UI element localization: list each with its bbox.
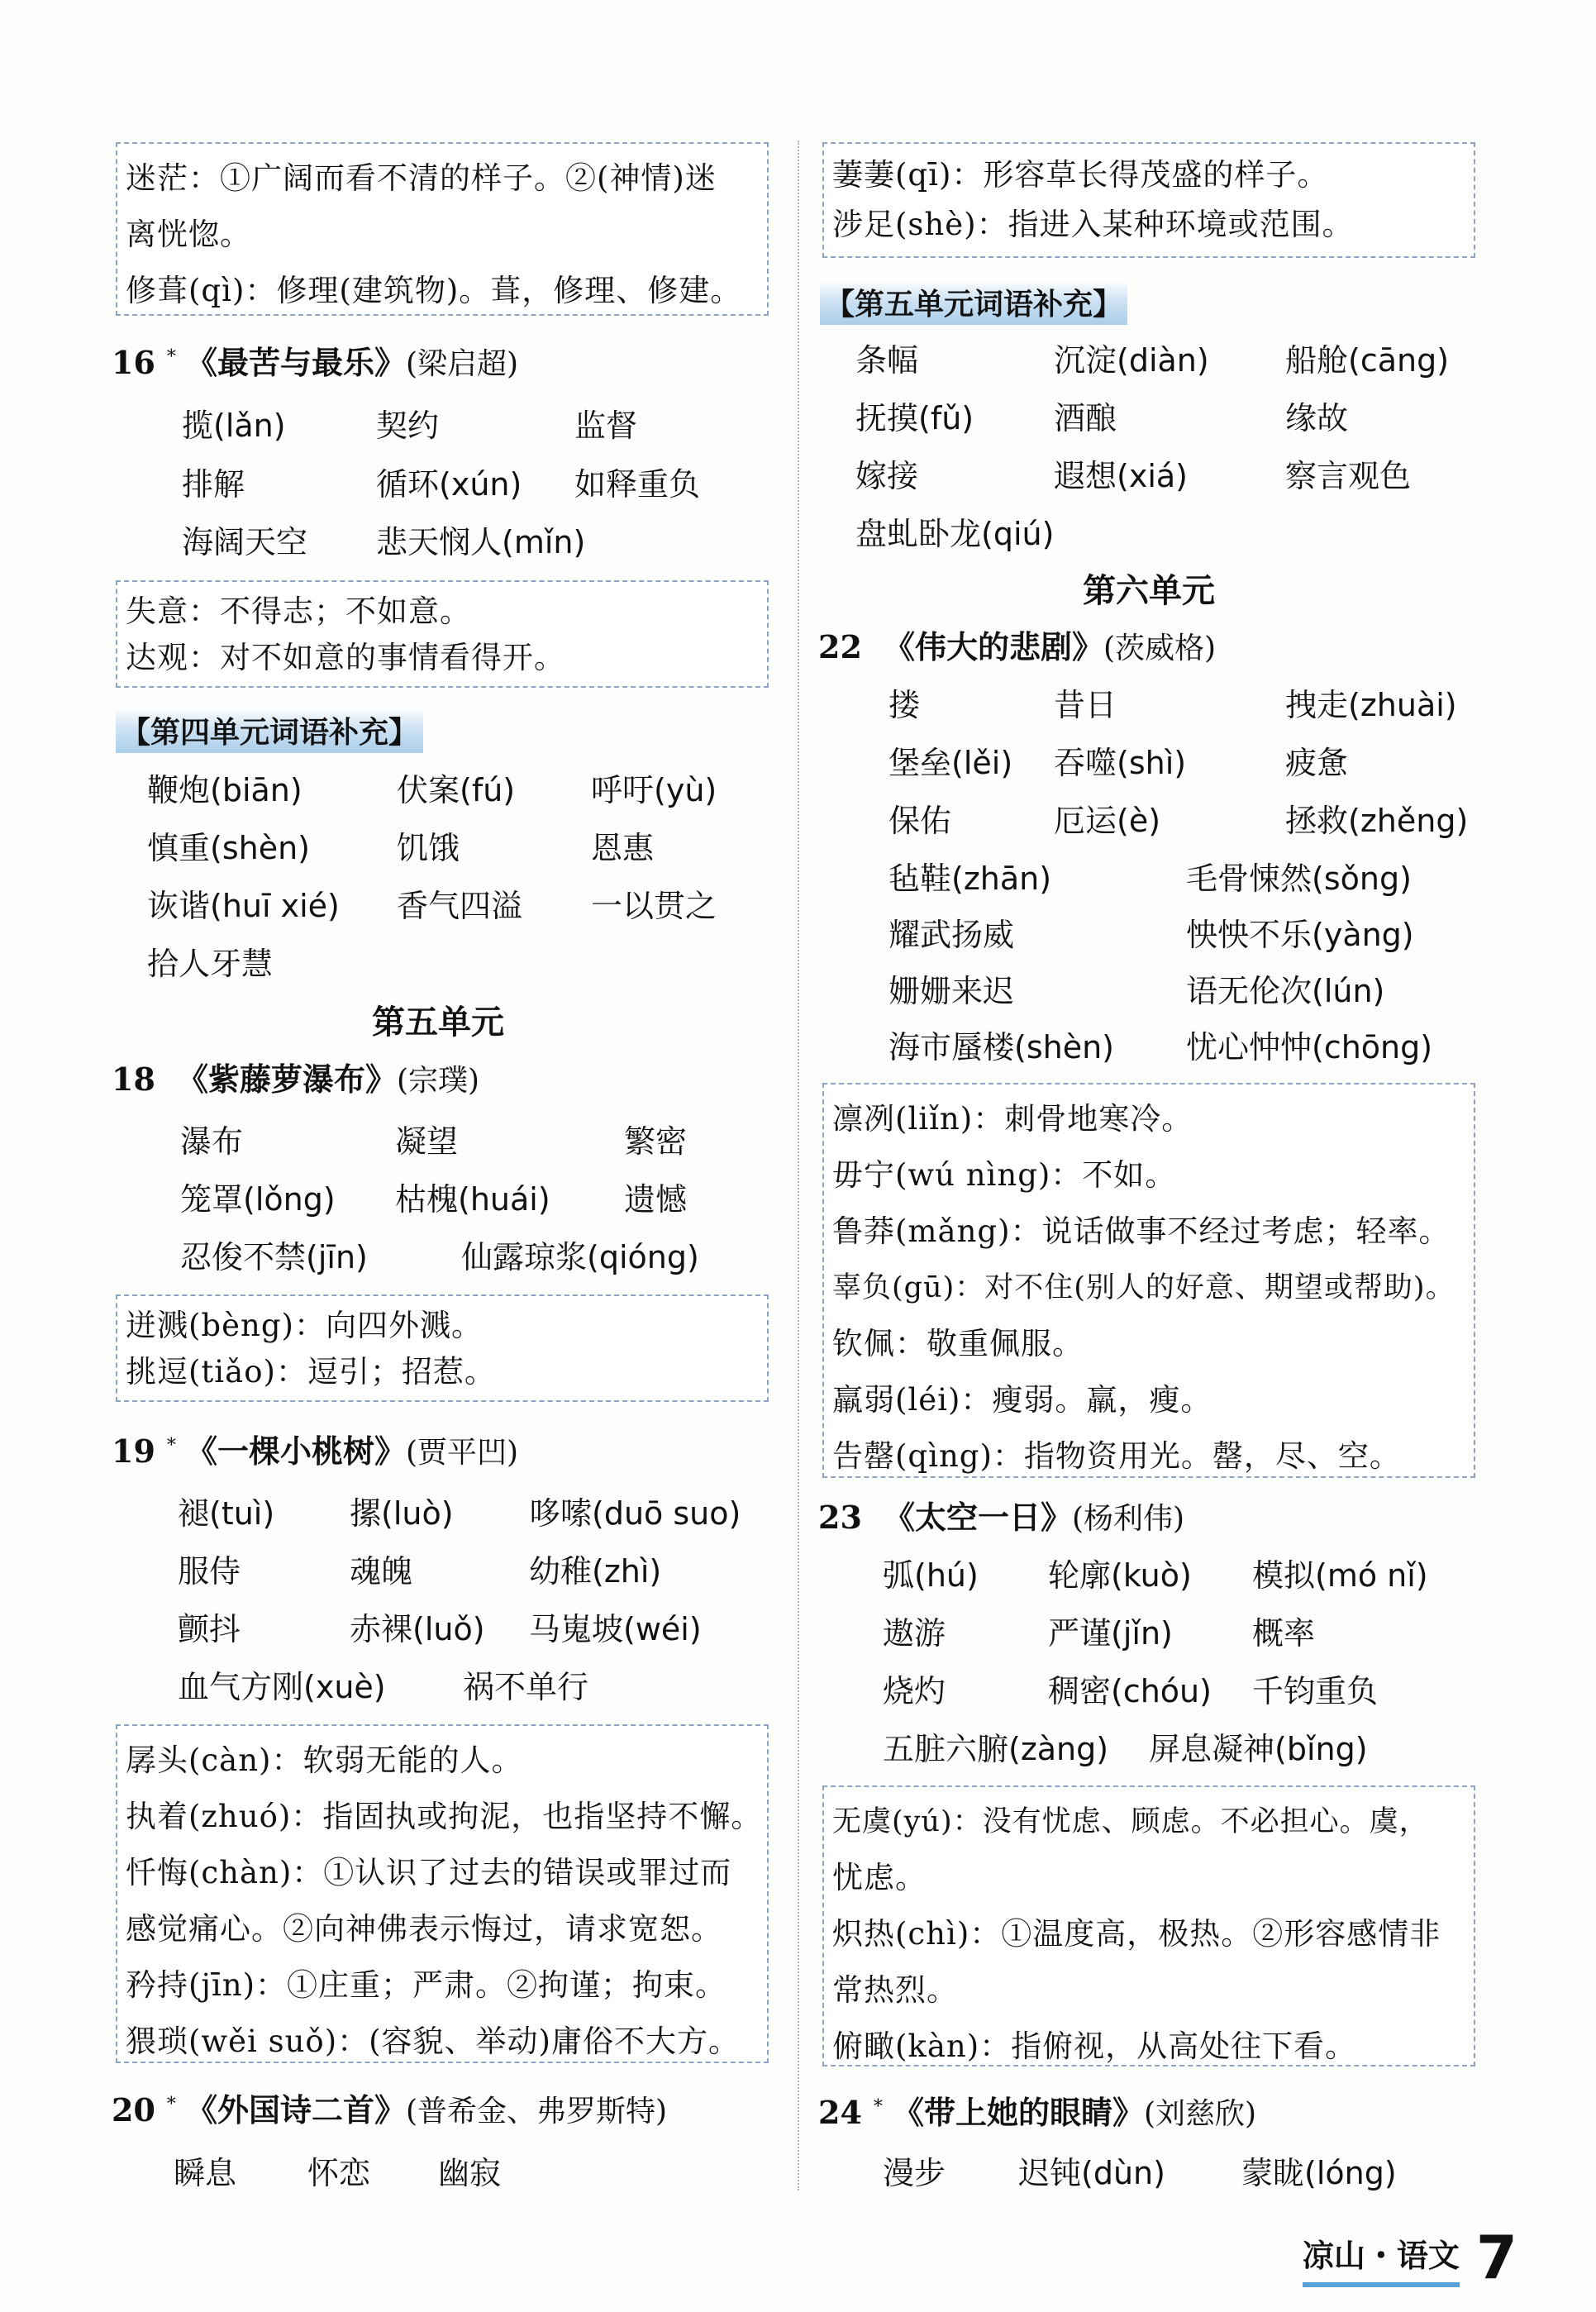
vocab-word: 马嵬坡(wéi) xyxy=(529,1611,702,1647)
lesson-heading: 22 《伟大的悲剧》(茨威格) xyxy=(818,628,1217,665)
definition-line: 辜负(gū)：对不住(别人的好意、期望或帮助)。 xyxy=(832,1271,1455,1304)
definition-line: 涉足(shè)：指进入某种环境或范围。 xyxy=(832,207,1354,242)
definition-line: 俯瞰(kàn)：指俯视，从高处往下看。 xyxy=(832,2028,1357,2064)
definition-line: 凛冽(liǐn)：刺骨地寒冷。 xyxy=(832,1101,1193,1137)
vocab-word: 悲天悯人(mǐn) xyxy=(376,524,586,560)
definition-line: 忧虑。 xyxy=(832,1860,927,1895)
vocab-word: 褪(tuì) xyxy=(178,1495,275,1532)
vocab-word: 屏息凝神(bǐng) xyxy=(1149,1731,1368,1767)
vocab-word: 烧灼 xyxy=(883,1673,946,1709)
vocab-word: 怏怏不乐(yàng) xyxy=(1186,917,1414,953)
column-divider xyxy=(798,141,799,2190)
vocab-word: 恩惠 xyxy=(591,830,655,866)
definition-line: 矜持(jīn)：①庄重；严肃。②拘谨；拘束。 xyxy=(126,1967,727,2003)
vocab-word: 瀑布 xyxy=(180,1123,244,1160)
definition-line: 羸弱(léi)：瘦弱。羸，瘦。 xyxy=(832,1382,1212,1418)
vocab-word: 耀武扬威 xyxy=(889,917,1015,953)
vocab-word: 疲惫 xyxy=(1285,745,1349,781)
page-footer xyxy=(1302,2223,1517,2292)
vocab-word: 遨游 xyxy=(883,1615,946,1652)
vocab-word: 瞬息 xyxy=(174,2155,237,2191)
vocab-word: 厄运(è) xyxy=(1054,803,1161,839)
definition-line: 离恍惚。 xyxy=(126,217,251,252)
vocab-word: 稠密(chóu) xyxy=(1048,1673,1212,1709)
definition-line: 炽热(chì)：①温度高，极热。②形容感情非 xyxy=(832,1916,1441,1952)
vocab-word: 遗憾 xyxy=(624,1181,688,1218)
definition-box xyxy=(822,142,1475,258)
vocab-word: 颤抖 xyxy=(178,1611,241,1647)
vocab-word: 海阔天空 xyxy=(182,524,308,560)
vocab-word: 饥饿 xyxy=(397,830,460,866)
vocab-word: 姗姗来迟 xyxy=(889,973,1015,1009)
vocab-word: 一以贯之 xyxy=(591,888,717,924)
definition-line: 迷茫：①广阔而看不清的样子。②(神情)迷 xyxy=(126,160,717,196)
vocab-word: 漫步 xyxy=(883,2155,946,2191)
page-number: 7 xyxy=(1475,2223,1517,2292)
vocab-word: 五脏六腑(zàng) xyxy=(883,1731,1109,1767)
vocab-word: 海市蜃楼(shèn) xyxy=(889,1029,1114,1065)
definition-line: 挑逗(tiǎo)：逗引；招惹。 xyxy=(126,1354,496,1390)
vocab-word: 伏案(fú) xyxy=(397,772,516,808)
lesson-heading: 23 《太空一日》(杨利伟) xyxy=(818,1499,1185,1536)
vocab-word: 祸不单行 xyxy=(463,1669,589,1705)
definition-line: 无虞(yú)：没有忧虑、顾虑。不必担心。虞， xyxy=(832,1805,1429,1838)
vocab-word: 血气方刚(xuè) xyxy=(178,1669,386,1705)
vocab-word: 契约 xyxy=(376,408,440,444)
vocab-word: 拽走(zhuài) xyxy=(1285,687,1457,723)
definition-line: 孱头(càn)：软弱无能的人。 xyxy=(126,1742,523,1778)
vocab-word: 堡垒(lěi) xyxy=(889,745,1013,781)
vocab-word: 忍俊不禁(jīn) xyxy=(180,1239,368,1275)
vocab-word: 香气四溢 xyxy=(397,888,523,924)
unit-heading: 第六单元 xyxy=(1083,572,1215,610)
definition-line: 迸溅(bèng)：向四外溅。 xyxy=(126,1308,483,1343)
vocab-word: 排解 xyxy=(182,466,245,503)
vocab-word: 魂魄 xyxy=(350,1553,413,1590)
vocab-word: 仙露琼浆(qióng) xyxy=(461,1239,699,1275)
definition-box xyxy=(822,1785,1475,2066)
lesson-heading: 16 * 《最苦与最乐》(梁启超) xyxy=(112,344,519,381)
vocab-word: 察言观色 xyxy=(1285,458,1412,494)
vocab-word: 鞭炮(biān) xyxy=(147,772,303,808)
vocab-word: 如释重负 xyxy=(574,466,701,503)
lesson-heading: 18 《紫藤萝瀑布》(宗璞) xyxy=(112,1061,480,1098)
vocab-word: 弧(hú) xyxy=(883,1557,979,1594)
unit-heading: 第五单元 xyxy=(372,1003,504,1042)
definition-line: 修葺(qì)：修理(建筑物)。葺，修理、修建。 xyxy=(126,273,742,308)
definition-box xyxy=(116,142,769,316)
definition-line: 达观：对不如意的事情看得开。 xyxy=(126,640,565,675)
vocab-word: 笼罩(lǒng) xyxy=(180,1181,336,1218)
vocab-word: 迟钝(dùn) xyxy=(1018,2155,1165,2191)
vocab-word: 赤裸(luǒ) xyxy=(350,1611,485,1647)
definition-box xyxy=(116,1294,769,1402)
vocab-word: 服侍 xyxy=(178,1553,241,1590)
vocab-word: 毛骨悚然(sǒng) xyxy=(1186,860,1412,897)
vocab-word: 保佑 xyxy=(889,803,952,839)
definition-line: 执着(zhuó)：指固执或拘泥，也指坚持不懈。 xyxy=(126,1799,763,1834)
definition-line: 告罄(qìng)：指物资用光。罄，尽、空。 xyxy=(832,1438,1401,1474)
vocab-word: 沉淀(diàn) xyxy=(1054,342,1209,379)
vocab-word: 凝望 xyxy=(395,1123,459,1160)
definition-line: 失意：不得志；不如意。 xyxy=(126,593,471,629)
vocab-word: 哆嗦(duō suo) xyxy=(529,1495,741,1532)
vocab-word: 嫁接 xyxy=(855,458,919,494)
vocab-word: 揽(lǎn) xyxy=(182,408,286,444)
vocab-word: 严谨(jǐn) xyxy=(1048,1615,1173,1652)
vocab-word: 慎重(shèn) xyxy=(147,830,310,866)
vocab-word: 搂 xyxy=(889,687,921,723)
definition-line: 常热烈。 xyxy=(832,1972,958,2008)
vocab-word: 呼吁(yù) xyxy=(591,772,717,808)
vocab-word: 繁密 xyxy=(624,1123,688,1160)
vocab-word: 昔日 xyxy=(1054,687,1117,723)
lesson-heading: 20 * 《外国诗二首》(普希金、弗罗斯特) xyxy=(112,2091,668,2128)
vocab-word: 拯救(zhěng) xyxy=(1285,803,1469,839)
vocab-word: 模拟(mó nǐ) xyxy=(1252,1557,1428,1594)
vocab-word: 忧心忡忡(chōng) xyxy=(1186,1029,1433,1065)
vocab-word: 吞噬(shì) xyxy=(1054,745,1187,781)
vocab-word: 怀恋 xyxy=(307,2155,371,2191)
vocab-word: 监督 xyxy=(574,408,638,444)
vocab-word: 诙谐(huī xié) xyxy=(147,888,340,924)
definition-line: 猥琐(wěi suǒ)：(容貌、举动)庸俗不大方。 xyxy=(126,2024,740,2059)
lesson-heading: 19 * 《一棵小桃树》(贾平凹) xyxy=(112,1432,519,1470)
vocab-word: 轮廓(kuò) xyxy=(1048,1557,1192,1594)
vocab-word: 枯槐(huái) xyxy=(395,1181,550,1218)
definition-line: 萋萋(qī)：形容草长得茂盛的样子。 xyxy=(832,157,1329,193)
definition-box xyxy=(116,1724,769,2063)
vocab-word: 酒酿 xyxy=(1054,400,1117,436)
lesson-heading: 24 * 《带上她的眼睛》(刘慈欣) xyxy=(818,2094,1257,2131)
vocab-word: 语无伦次(lún) xyxy=(1186,973,1385,1009)
footer-brand: 凉山・语文 xyxy=(1303,2230,1460,2287)
definition-line: 感觉痛心。②向神佛表示悔过，请求宽恕。 xyxy=(126,1911,722,1947)
vocab-word: 幽寂 xyxy=(438,2155,502,2191)
supplement-heading: 【第四单元词语补充】 xyxy=(116,708,423,753)
vocab-word: 遐想(xiá) xyxy=(1054,458,1188,494)
vocab-word: 千钧重负 xyxy=(1252,1673,1379,1709)
definition-box xyxy=(822,1083,1475,1478)
definition-line: 毋宁(wú nìng)：不如。 xyxy=(832,1157,1177,1193)
definition-line: 忏悔(chàn)：①认识了过去的错误或罪过而 xyxy=(126,1855,732,1890)
vocab-word: 循环(xún) xyxy=(376,466,522,503)
vocab-word: 蒙眬(lóng) xyxy=(1241,2155,1397,2191)
supplement-heading: 【第五单元词语补充】 xyxy=(820,279,1127,325)
definition-line: 鲁莽(mǎng)：说话做事不经过考虑；轻率。 xyxy=(832,1213,1451,1249)
vocab-word: 盘虬卧龙(qiú) xyxy=(855,516,1055,552)
vocab-word: 毡鞋(zhān) xyxy=(889,860,1052,897)
vocab-word: 抚摸(fǔ) xyxy=(855,400,974,436)
vocab-word: 摞(luò) xyxy=(350,1495,454,1532)
vocab-word: 拾人牙慧 xyxy=(147,946,274,982)
vocab-word: 条幅 xyxy=(855,342,919,379)
vocab-word: 缘故 xyxy=(1285,400,1349,436)
vocab-word: 船舱(cāng) xyxy=(1285,342,1450,379)
definition-box xyxy=(116,580,769,688)
vocab-word: 概率 xyxy=(1252,1615,1316,1652)
vocab-word: 幼稚(zhì) xyxy=(529,1553,662,1590)
definition-line: 钦佩：敬重佩服。 xyxy=(832,1326,1084,1361)
